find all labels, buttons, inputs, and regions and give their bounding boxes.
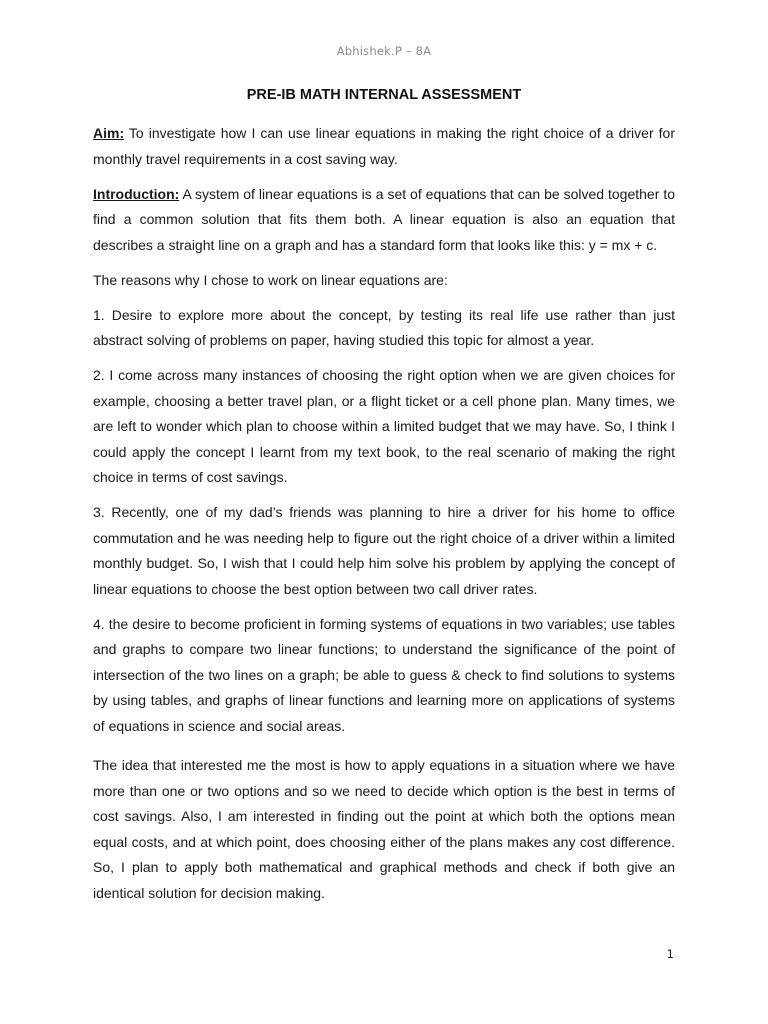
reasons-intro: The reasons why I chose to work on linear equations are: [93,271,448,288]
page-header-author: Abhishek.P – 8A [336,44,432,58]
introduction-label: Introduction: [93,185,180,202]
document-title: PRE-IB MATH INTERNAL ASSESSMENT [246,87,522,103]
reason-item-3: 3. Recently, one of my dad’s friends was planning to hire a driver for his home to office commutation and he was needing help to figure out the right choice of a driver within a limited monthly budget. So, I wish that I could help him solve his problem by applying the concept of linear equations to choose the best option between two call driver rates. [93,504,675,597]
reason-item-4: 4. the desire to become proficient in forming systems of equations in two variables; use tables and graphs to compare two linear functions; to understand the significance of the point of intersection of the two lines on a graph; be able to guess & check to find solutions to systems by using tables, and graphs of linear functions and learning more on applications of systems of equations in science and social areas. [93,615,675,734]
reason-item-2: 2. I come across many instances of choosing the right option when we are given choices for example, choosing a better travel plan, or a flight ticket or a cell phone plan. Many times, we are left to wonder which plan to choose within a limited budget that we may have. So, I think I could apply the concept I learnt from my text book, to the real scenario of making the right choice in terms of cost savings. [93,367,675,485]
introduction-paragraph [93,182,675,259]
closing-paragraph: The idea that interested me the most is how to apply equations in a situation where we have more than one or two options and so we need to decide which option is the best in terms of cost savings. Also, I am interested in finding out the point at which both the options mean equal costs, and at which point, does choosing either of the plans makes any cost difference. So, I plan to apply both mathematical and graphical methods and check if both give an identical solution for decision making. [93,757,675,901]
page-number: 1 [666,947,674,961]
introduction-text: A system of linear equations is a set of equations that can be solved together to find a common solution that fits them both. A linear equation is also an equation that describes a straight line on a graph and has a standard form that looks like this: y = mx + c. [93,185,675,253]
aim-text: To investigate how I can use linear equations in making the right choice of a driver for monthly travel requirements in a cost saving way. [93,125,675,167]
document-body [93,121,675,916]
reason-item-1: 1. Desire to explore more about the concept, by testing its real life use rather than just abstract solving of problems on paper, having studied this topic for almost a year. [93,306,675,348]
aim-label: Aim: [93,125,125,141]
aim-paragraph [93,121,675,172]
